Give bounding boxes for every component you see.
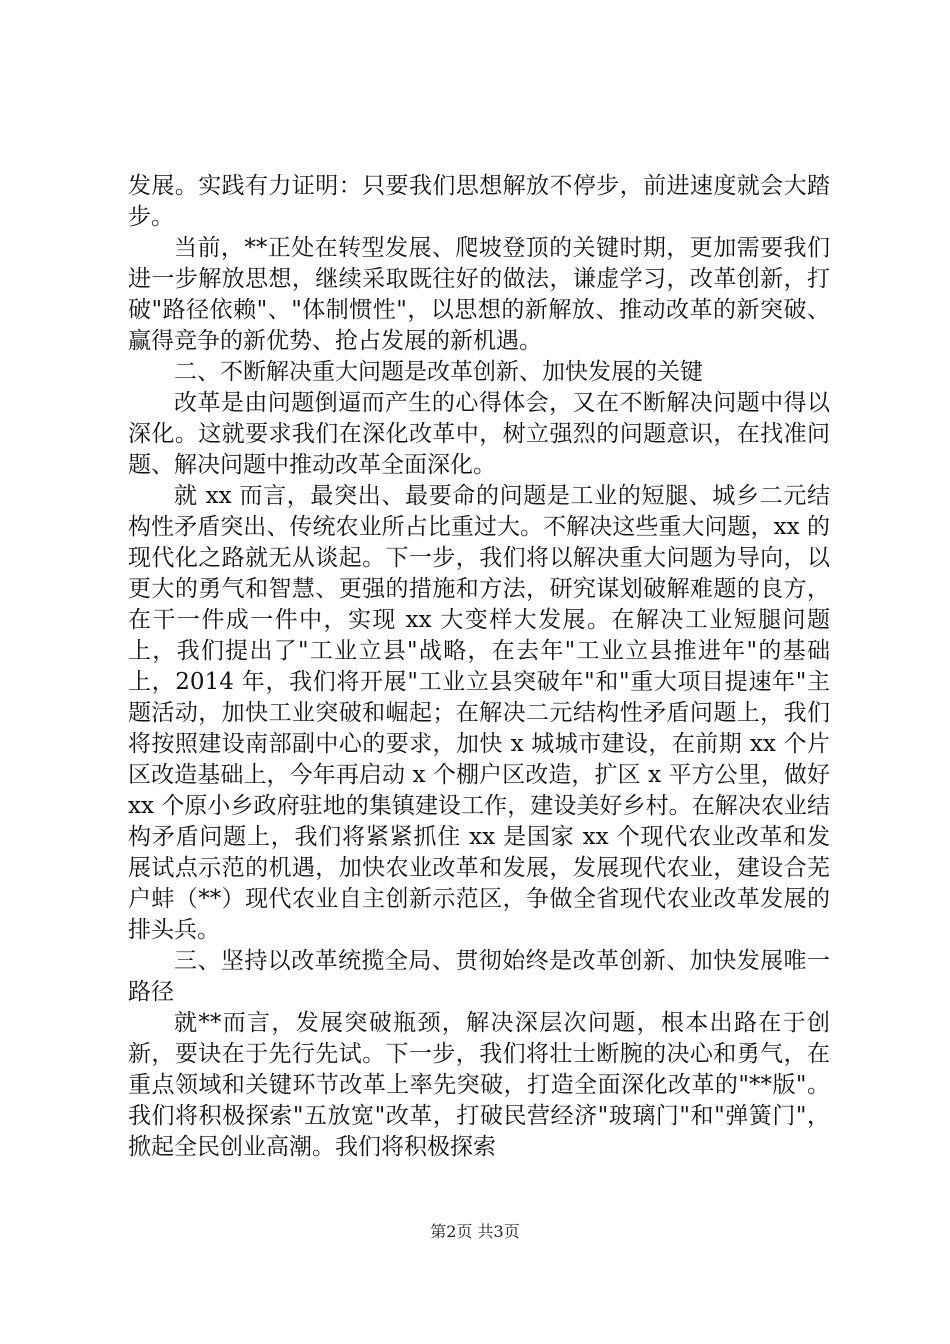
paragraph-continuation: 发展。实践有力证明：只要我们思想解放不停步，前进速度就会大踏步。 <box>128 173 830 230</box>
section-heading-2: 二、不断解决重大问题是改革创新、加快发展的关键 <box>174 359 703 385</box>
page-footer: 第2页 共3页 <box>430 1222 520 1241</box>
paragraph: 就**而言，发展突破瓶颈，解决深层次问题，根本出路在于创新，要诀在于先行先试。下一步，我们将壮士断腕的决心和勇气，在重点领域和关键环节改革上率先突破，打造全面深化改革的"**版"。我们将积极探索"五放宽"改革，打破民营经济"玻璃门"和"弹簧门"，掀起全民创业高潮。我们将积极探索 <box>128 1010 830 1160</box>
paragraph: 改革是由问题倒逼而产生的心得体会，又在不断解决问题中得以深化。这就要求我们在深化改革中，树立强烈的问题意识，在找准问题、解决问题中推动改革全面深化。 <box>128 390 830 478</box>
section-heading-3: 三、坚持以改革统揽全局、贯彻始终是改革创新、加快发展唯一路径 <box>128 948 830 1005</box>
document-body <box>128 171 830 1163</box>
paragraph: 就 xx 而言，最突出、最要命的问题是工业的短腿、城乡二元结构性矛盾突出、传统农业所占比重过大。不解决这些重大问题，xx 的现代化之路就无从谈起。下一步，我们将以解决重大问题为导向，以更大的勇气和智慧、更强的措施和方法，研究谋划破解难题的良方，在干一件成一件中，实现 xx 大变样大发展。在解决工业短腿问题上，我们提出了"工业立县"战略，在去年"工业立县推进年"的基础上，2014 年，我们将开展"工业立县突破年"和"重大项目提速年"主题活动，加快工业突破和崛起；在解决二元结构性矛盾问题上，我们将按照建设南部副中心的要求，加快 x 城城市建设，在前期 xx 个片区改造基础上，今年再启动 x 个棚户区改造，扩区 x 平方公里，做好 xx 个原小乡政府驻地的集镇建设工作，建设美好乡村。在解决农业结构矛盾问题上，我们将紧紧抓住 xx 是国家 xx 个现代农业改革和发展试点示范的机遇，加快农业改革和发展，发展现代农业，建设合芜户蚌（**）现代农业自主创新示范区，争做全省现代农业改革发展的排头兵。 <box>128 483 830 943</box>
paragraph: 当前，**正处在转型发展、爬坡登顶的关键时期，更加需要我们进一步解放思想，继续采取既往好的做法，谦虚学习，改革创新，打破"路径依赖"、"体制惯性"，以思想的新解放、推动改革的新突破、赢得竞争的新优势、抢占发展的新机遇。 <box>128 235 830 354</box>
